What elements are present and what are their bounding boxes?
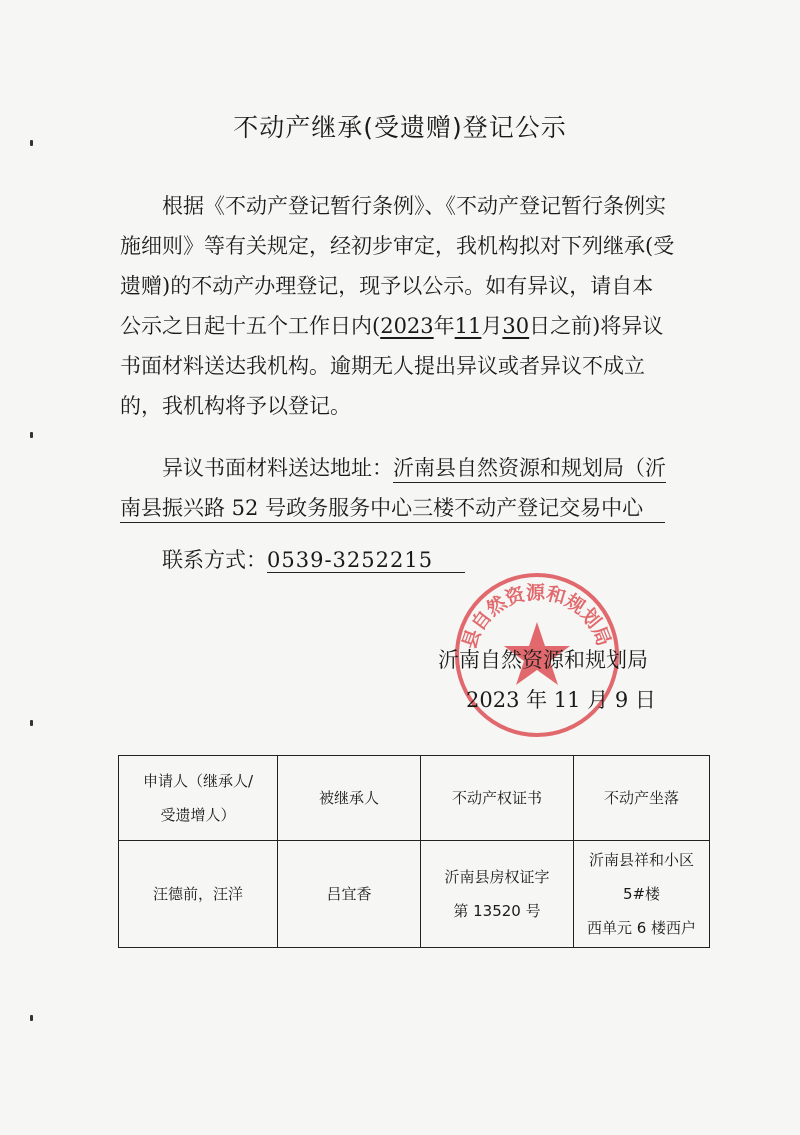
contact-info [120, 540, 732, 580]
header-applicant: 申请人（继承人/ 受遗增人） [119, 756, 278, 841]
signature-date: 2023 年 11 月 9 日 [466, 688, 656, 712]
para-line-deadline [120, 306, 690, 346]
table-row [119, 841, 710, 948]
seal-text: 县自然资源和规划局 [458, 581, 615, 652]
para-line: 根据《不动产登记暂行条例》、《不动产登记暂行条例实 [162, 194, 666, 218]
cell-applicant: 汪德前，汪洋 [119, 841, 278, 948]
contact-phone: 0539-3252215 [267, 548, 465, 573]
para-line: 书面材料送达我机构。逾期无人提出异议或者异议不成立 [120, 354, 645, 378]
address-label: 异议书面材料送达地址： [162, 456, 393, 480]
table-header-row [119, 756, 710, 841]
objection-address [120, 448, 690, 528]
cell-certificate: 沂南县房权证字 第 13520 号 [421, 841, 574, 948]
header-certificate: 不动产权证书 [421, 756, 574, 841]
address-line-2 [120, 488, 690, 528]
signature-block [438, 640, 656, 720]
scan-mark [30, 1015, 33, 1021]
deadline-year: 2023 [380, 314, 434, 338]
address-value-2: 南县振兴路 52 号政务服务中心三楼不动产登记交易中心 [120, 496, 665, 523]
deadline-day: 30 [502, 314, 530, 338]
scan-mark [30, 140, 33, 146]
cell-location: 沂南县祥和小区 5#楼 西单元 6 楼西户 [574, 841, 710, 948]
cell-decedent: 吕宜香 [278, 841, 421, 948]
registration-table [118, 755, 710, 948]
header-location: 不动产坐落 [574, 756, 710, 841]
signature-org: 沂南自然资源和规划局 [438, 648, 648, 672]
deadline-month-unit: 月 [481, 314, 503, 338]
scan-mark [30, 432, 33, 438]
deadline-suffix: 日之前)将异议 [529, 314, 664, 338]
notice-paragraph [120, 186, 690, 426]
contact-label: 联系方式： [162, 548, 267, 572]
scan-mark [30, 720, 33, 726]
para-line: 施细则》等有关规定，经初步审定，我机构拟对下列继承(受 [120, 234, 675, 258]
deadline-prefix: 公示之日起十五个工作日内( [120, 314, 381, 338]
deadline-year-unit: 年 [433, 314, 455, 338]
deadline-month: 11 [454, 314, 482, 338]
para-line: 的，我机构将予以登记。 [120, 394, 351, 418]
page-title: 不动产继承(受遗赠)登记公示 [233, 113, 567, 142]
address-value-1: 沂南县自然资源和规划局（沂 [393, 456, 666, 483]
address-line-1 [120, 448, 690, 488]
header-decedent: 被继承人 [278, 756, 421, 841]
para-line: 遗赠)的不动产办理登记，现予以公示。如有异议，请自本 [120, 274, 654, 298]
